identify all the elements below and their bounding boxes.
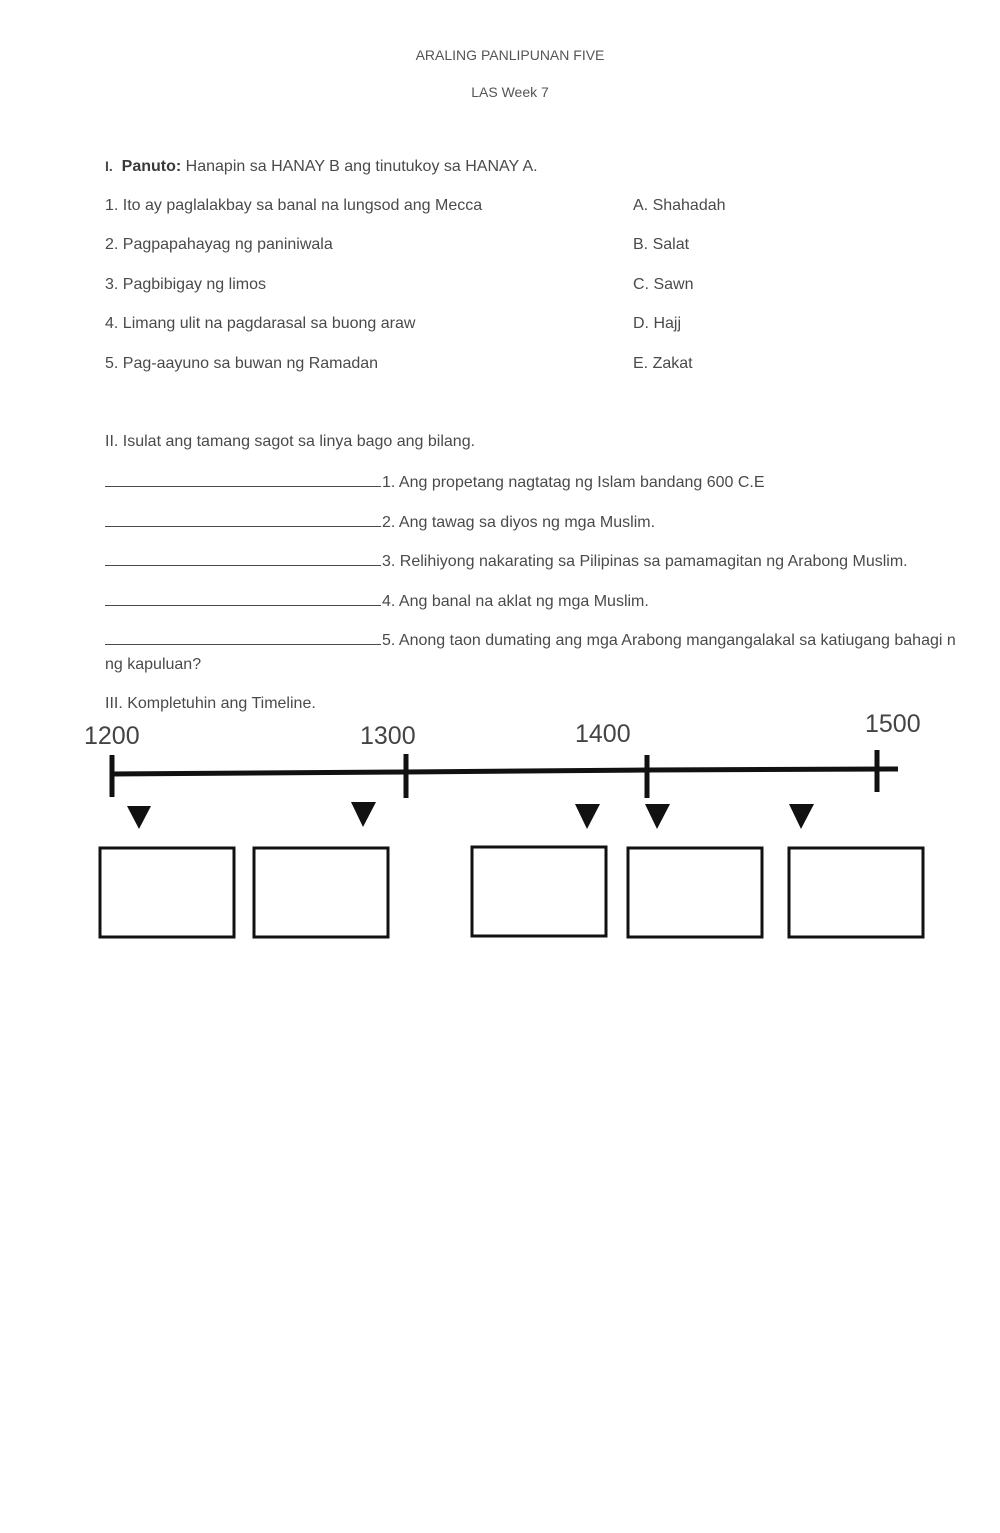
timeline-year-label: 1200: [84, 722, 140, 750]
timeline-answer-box[interactable]: [789, 848, 923, 937]
fill-in-question: 2. Ang tawag sa diyos ng mga Muslim.: [382, 514, 656, 531]
timeline-answer-box[interactable]: [100, 848, 234, 937]
worksheet-week: LAS Week 7: [471, 84, 549, 100]
timeline-answer-box[interactable]: [472, 847, 606, 936]
timeline-arrow: [789, 804, 814, 829]
timeline-arrow: [351, 802, 376, 827]
fill-in-question: 1. Ang propetang nagtatag ng Islam bandang 600 C.E: [382, 474, 765, 491]
timeline-answer-box[interactable]: [628, 848, 762, 937]
timeline-year-label: 1400: [575, 720, 631, 748]
section1-text: Hanapin sa HANAY B ang tinutukoy sa HANAY A.: [185, 158, 538, 175]
column-a-item: 1. Ito ay paglalakbay sa banal na lungsod ang Mecca: [105, 197, 483, 214]
section3-instruction: III. Kompletuhin ang Timeline.: [105, 695, 316, 712]
column-a-item: 2. Pagpapahayag ng paniniwala: [105, 236, 333, 253]
column-b-item: E. Zakat: [633, 355, 693, 372]
timeline-arrow: [127, 806, 151, 829]
timeline-year-label: 1500: [865, 710, 921, 738]
fill-in-question: 4. Ang banal na aklat ng mga Muslim.: [382, 593, 649, 610]
column-a-item: 4. Limang ulit na pagdarasal sa buong araw: [105, 315, 416, 332]
section2-instruction: II. Isulat ang tamang sagot sa linya bago ang bilang.: [105, 433, 476, 450]
timeline-arrow: [575, 804, 600, 829]
fill-in-question: 3. Relihiyong nakarating sa Pilipinas sa pamamagitan ng Arabong Muslim.: [382, 553, 908, 570]
fill-in-question: 5. Anong taon dumating ang mga Arabong mangangalakal sa katiugang bahagi n: [382, 632, 956, 649]
column-b-item: C. Sawn: [633, 276, 694, 293]
section1-number: I.: [105, 158, 113, 174]
column-b-item: D. Hajj: [633, 315, 682, 332]
column-b-item: B. Salat: [633, 236, 690, 253]
timeline-arrow: [645, 804, 670, 829]
column-b-item: A. Shahadah: [633, 197, 726, 214]
fill-in-continuation: ng kapuluan?: [105, 656, 202, 673]
section1-label: Panuto:: [121, 158, 182, 175]
timeline-answer-box[interactable]: [254, 848, 388, 937]
timeline-year-label: 1300: [360, 722, 416, 750]
worksheet-subject: ARALING PANLIPUNAN FIVE: [415, 47, 605, 63]
timeline-axis: [112, 769, 898, 774]
column-a-item: 5. Pag-aayuno sa buwan ng Ramadan: [105, 355, 379, 372]
column-a-item: 3. Pagbibigay ng limos: [105, 276, 266, 293]
